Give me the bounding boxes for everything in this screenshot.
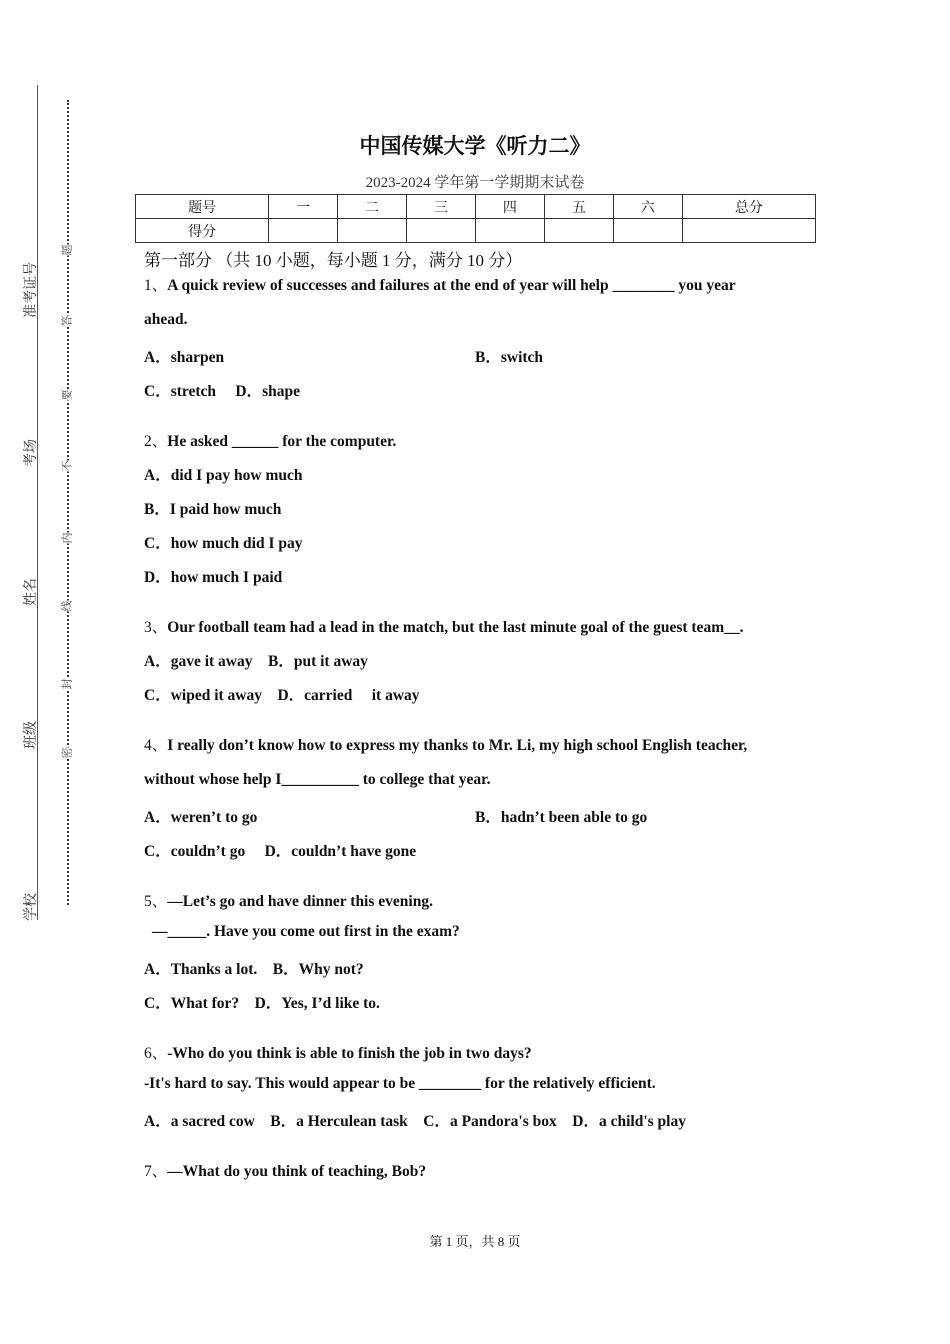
question-stem: -Who do you think is able to finish the job in two days? [167, 1045, 532, 1062]
question-5 [144, 889, 433, 911]
question-number: 2、 [144, 433, 168, 450]
question-stem: —What do you think of teaching, Bob? [167, 1163, 427, 1180]
score-cell [682, 219, 815, 243]
question-4 [144, 733, 747, 755]
question-7 [144, 1159, 426, 1181]
score-cell [613, 219, 682, 243]
question-stem: Our football team had a lead in the match, but the last minute goal of the guest team__. [167, 619, 744, 636]
question-number: 7、 [144, 1163, 168, 1180]
score-cell [338, 219, 407, 243]
question-number: 4、 [144, 737, 168, 754]
seal-char: 题 [60, 244, 74, 256]
page-title: 中国传媒大学《听力二》 [359, 134, 591, 158]
table-header: 三 [407, 195, 476, 219]
option: B．I paid how much [144, 501, 282, 518]
question-number: 6、 [144, 1045, 168, 1062]
question-number: 1、 [144, 277, 168, 294]
binding-line [37, 85, 38, 920]
option: D．how much I paid [144, 569, 283, 586]
seal-char: 答 [60, 315, 74, 327]
seal-char: 要 [60, 389, 74, 401]
question-stem-cont: without whose help I__________ to college that year. [144, 771, 491, 788]
score-cell [544, 219, 613, 243]
question-3 [144, 615, 743, 637]
section-heading: 第一部分 （共 10 小题，每小题 1 分，满分 10 分） [144, 251, 523, 270]
option: A．sharpen [144, 349, 225, 366]
question-number: 5、 [144, 893, 168, 910]
question-2 [144, 429, 396, 451]
question-stem: He asked ______ for the computer. [167, 433, 397, 450]
option: A．gave it away B．put it away [144, 653, 368, 670]
question-1 [144, 273, 736, 295]
field-class: 班级 [23, 721, 39, 749]
seal-char: 密 [60, 747, 74, 759]
table-row [136, 219, 816, 243]
score-cell [475, 219, 544, 243]
field-exam-id: 准考证号 [23, 262, 39, 318]
option: C．What for? D．Yes, I’d like to. [144, 995, 380, 1012]
option: C．stretch D．shape [144, 383, 300, 400]
option: B．switch [475, 349, 544, 366]
table-header: 二 [338, 195, 407, 219]
table-header: 六 [613, 195, 682, 219]
question-stem: I really don’t know how to express my thanks to Mr. Li, my high school English teacher, [167, 737, 748, 754]
seal-char: 不 [60, 460, 74, 472]
table-row [136, 195, 816, 219]
score-table [135, 194, 816, 243]
question-stem-cont: —_____. Have you come out first in the exam? [152, 923, 460, 940]
option: A．did I pay how much [144, 467, 303, 484]
field-school: 学校 [23, 893, 39, 921]
option: C．couldn’t go D．couldn’t have gone [144, 843, 417, 860]
field-name: 姓名 [23, 578, 39, 606]
table-header: 一 [269, 195, 338, 219]
question-6 [144, 1041, 532, 1063]
seal-char: 内 [60, 532, 74, 544]
question-stem-cont: ahead. [144, 311, 188, 328]
question-stem-cont: -It's hard to say. This would appear to be ________ for the relatively efficient. [144, 1075, 656, 1092]
seal-char: 线 [60, 600, 74, 612]
option: A．a sacred cow B．a Herculean task C．a Pandora's box D．a child's play [144, 1113, 686, 1130]
option: B．hadn’t been able to go [475, 809, 648, 826]
field-exam-room: 考场 [23, 439, 39, 467]
score-cell [407, 219, 476, 243]
option: C．wiped it away D．carried it away [144, 687, 420, 704]
option: A．Thanks a lot. B．Why not? [144, 961, 364, 978]
table-header: 总分 [682, 195, 815, 219]
table-header: 五 [544, 195, 613, 219]
question-stem: —Let’s go and have dinner this evening. [167, 893, 433, 910]
option: A．weren’t to go [144, 809, 258, 826]
row-label: 得分 [136, 219, 269, 243]
page-subtitle: 2023-2024 学年第一学期期末试卷 [365, 175, 585, 191]
option: C．how much did I pay [144, 535, 303, 552]
question-number: 3、 [144, 619, 168, 636]
score-cell [269, 219, 338, 243]
table-header: 题号 [136, 195, 269, 219]
page-footer: 第 1 页，共 8 页 [429, 1234, 521, 1249]
seal-dotted-line [67, 100, 69, 905]
question-stem: A quick review of successes and failures at the end of year will help ________ you year [167, 277, 736, 294]
seal-char: 封 [60, 678, 74, 690]
table-header: 四 [475, 195, 544, 219]
